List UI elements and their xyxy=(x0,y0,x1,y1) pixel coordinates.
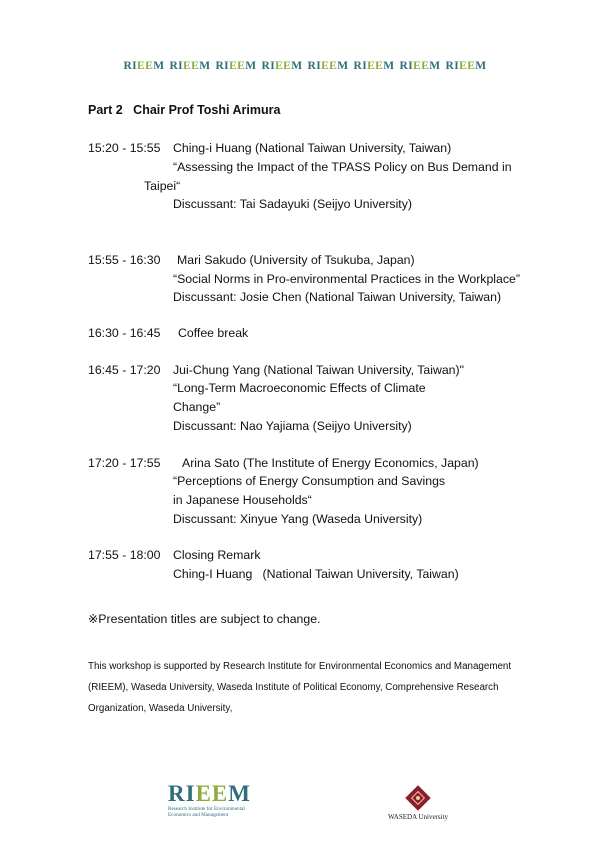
session-title-line: Taipei“ xyxy=(144,179,181,193)
session-speaker: Coffee break xyxy=(178,326,249,340)
session-time: 17:20 - 17:55 xyxy=(88,456,161,470)
waseda-logo-wordmark: WASEDA University xyxy=(387,813,449,821)
banner-rieem-mark: RIEEM xyxy=(445,60,487,72)
session-time: 16:45 - 17:20 xyxy=(88,363,161,377)
rieem-logo-subtitle: Economics and Management xyxy=(168,812,229,818)
session-title-line: “Long-Term Macroeconomic Effects of Climate xyxy=(173,381,426,395)
session-speaker: Ching-i Huang (National Taiwan University, Taiwan) xyxy=(173,141,452,155)
session-speaker: Mari Sakudo (University of Tsukuba, Japan) xyxy=(177,253,415,267)
rieem-logo-subtitle: Research Institute for Environmental xyxy=(168,806,245,812)
support-paragraph: This workshop is supported by Research Institute for Environmental Economics and Management (RIEEM), Waseda University, Waseda Institute of Political Economy, Comprehensive Research Organization, Waseda University, xyxy=(88,661,512,714)
session-time: 16:30 - 16:45 xyxy=(88,326,161,340)
banner-rieem-mark: RIEEM xyxy=(169,60,211,72)
session-discussant: Discussant: Xinyue Yang (Waseda University) xyxy=(173,512,423,526)
session-title-line: “Social Norms in Pro-environmental Practices in the Workplace” xyxy=(173,272,520,286)
session-extra: Ching-I Huang (National Taiwan University, Taiwan) xyxy=(173,567,459,581)
session-time: 17:55 - 18:00 xyxy=(88,548,161,562)
banner-rieem-mark: RIEEM xyxy=(215,60,257,72)
session-speaker: Arina Sato (The Institute of Energy Economics, Japan) xyxy=(182,456,479,470)
session-time: 15:20 - 15:55 xyxy=(88,141,161,155)
banner-rieem-mark: RIEEM xyxy=(353,60,395,72)
banner-rieem-mark: RIEEM xyxy=(307,60,349,72)
part-label: Part 2 xyxy=(88,103,123,117)
session-discussant: Discussant: Nao Yajiama (Seijyo University) xyxy=(173,419,412,433)
session-title-line: Change” xyxy=(173,400,221,414)
session-discussant: Discussant: Josie Chen (National Taiwan University, Taiwan) xyxy=(173,290,502,304)
part-chair: Chair Prof Toshi Arimura xyxy=(133,103,281,117)
banner-rieem-mark: RIEEM xyxy=(399,60,441,72)
waseda-logo xyxy=(385,785,451,825)
session-time: 15:55 - 16:30 xyxy=(88,253,161,267)
presentation-note: ※Presentation titles are subject to change. xyxy=(88,612,321,626)
rieem-logo-wordmark: RIEEM xyxy=(168,781,251,806)
session-title-line: in Japanese Households“ xyxy=(173,493,312,507)
session-discussant: Discussant: Tai Sadayuki (Seijyo University) xyxy=(173,197,412,211)
session-title-line: “Perceptions of Energy Consumption and Savings xyxy=(173,474,446,488)
banner-rieem-mark: RIEEM xyxy=(123,60,165,72)
rieem-logo xyxy=(168,782,268,824)
part-heading xyxy=(88,103,280,118)
session-speaker: Jui-Chung Yang (National Taiwan University, Taiwan)" xyxy=(173,363,464,377)
session-speaker: Closing Remark xyxy=(173,548,261,562)
session-title-line: “Assessing the Impact of the TPASS Policy on Bus Demand in xyxy=(173,160,512,174)
waseda-emblem-icon xyxy=(405,785,431,811)
banner-rieem-mark: RIEEM xyxy=(261,60,303,72)
